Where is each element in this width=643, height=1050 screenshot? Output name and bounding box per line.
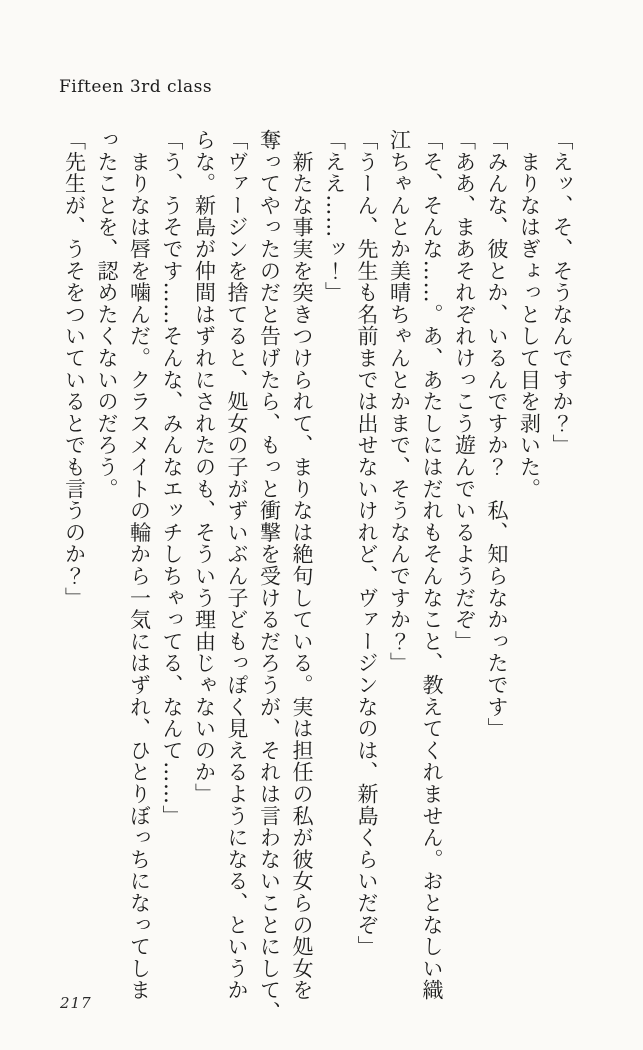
text-column: 「うーん、先生も名前までは出せないけれど、ヴァージンなのは、新島くらいだぞ」 [355,129,379,958]
vertical-text-block [58,129,578,1023]
text-column: 「そ、そんな……。あ、あたしにはだれもそんなこと、教えてくれません。おとなしい織 [420,129,444,1001]
text-column: 新たな事実を突きつけられて、まりなは絶句している。実は担任の私が彼女らの処女を [290,129,314,1001]
text-column: 江ちゃんとか美晴ちゃんとかまで、そうなんですか？」 [387,129,412,674]
text-column: 「ええ……ッ！」 [322,129,347,304]
text-column: まりなは唇を噛んだ。クラスメイトの輪から一気にはずれ、ひとりぼっちになってしま [127,129,152,1001]
text-column: ったことを、認めたくないのだろう。 [95,129,119,500]
text-column: 「先生が、うそをついているとでも言うのか？」 [62,129,87,609]
page-number: 217 [60,994,92,1012]
text-column: 「ヴァージンを捨てると、処女の子がずいぶん子どもっぽく見えるようになる、というか [225,129,249,1001]
running-header: Fifteen 3rd class [59,77,213,97]
text-column: 奪ってやったのだと告げたら、もっと衝撃を受けるだろうが、それは言わないことにして、 [257,129,282,1023]
text-column: 「みんな、彼とか、いるんですか？ 私、知らなかったです」 [485,129,509,740]
text-column: 「ああ、まあそれぞれけっこう遊んでいるようだぞ」 [452,129,477,653]
text-column: らな。新島が仲間はずれにされたのも、そういう理由じゃないのか」 [192,129,217,805]
text-column: まりなはぎょっとして目を剥いた。 [517,129,542,500]
text-column: 「う、うそです……そんな、みんなエッチしちゃってる、なんて……」 [160,129,184,827]
text-column: 「えッ、そ、そうなんですか？」 [550,129,574,456]
